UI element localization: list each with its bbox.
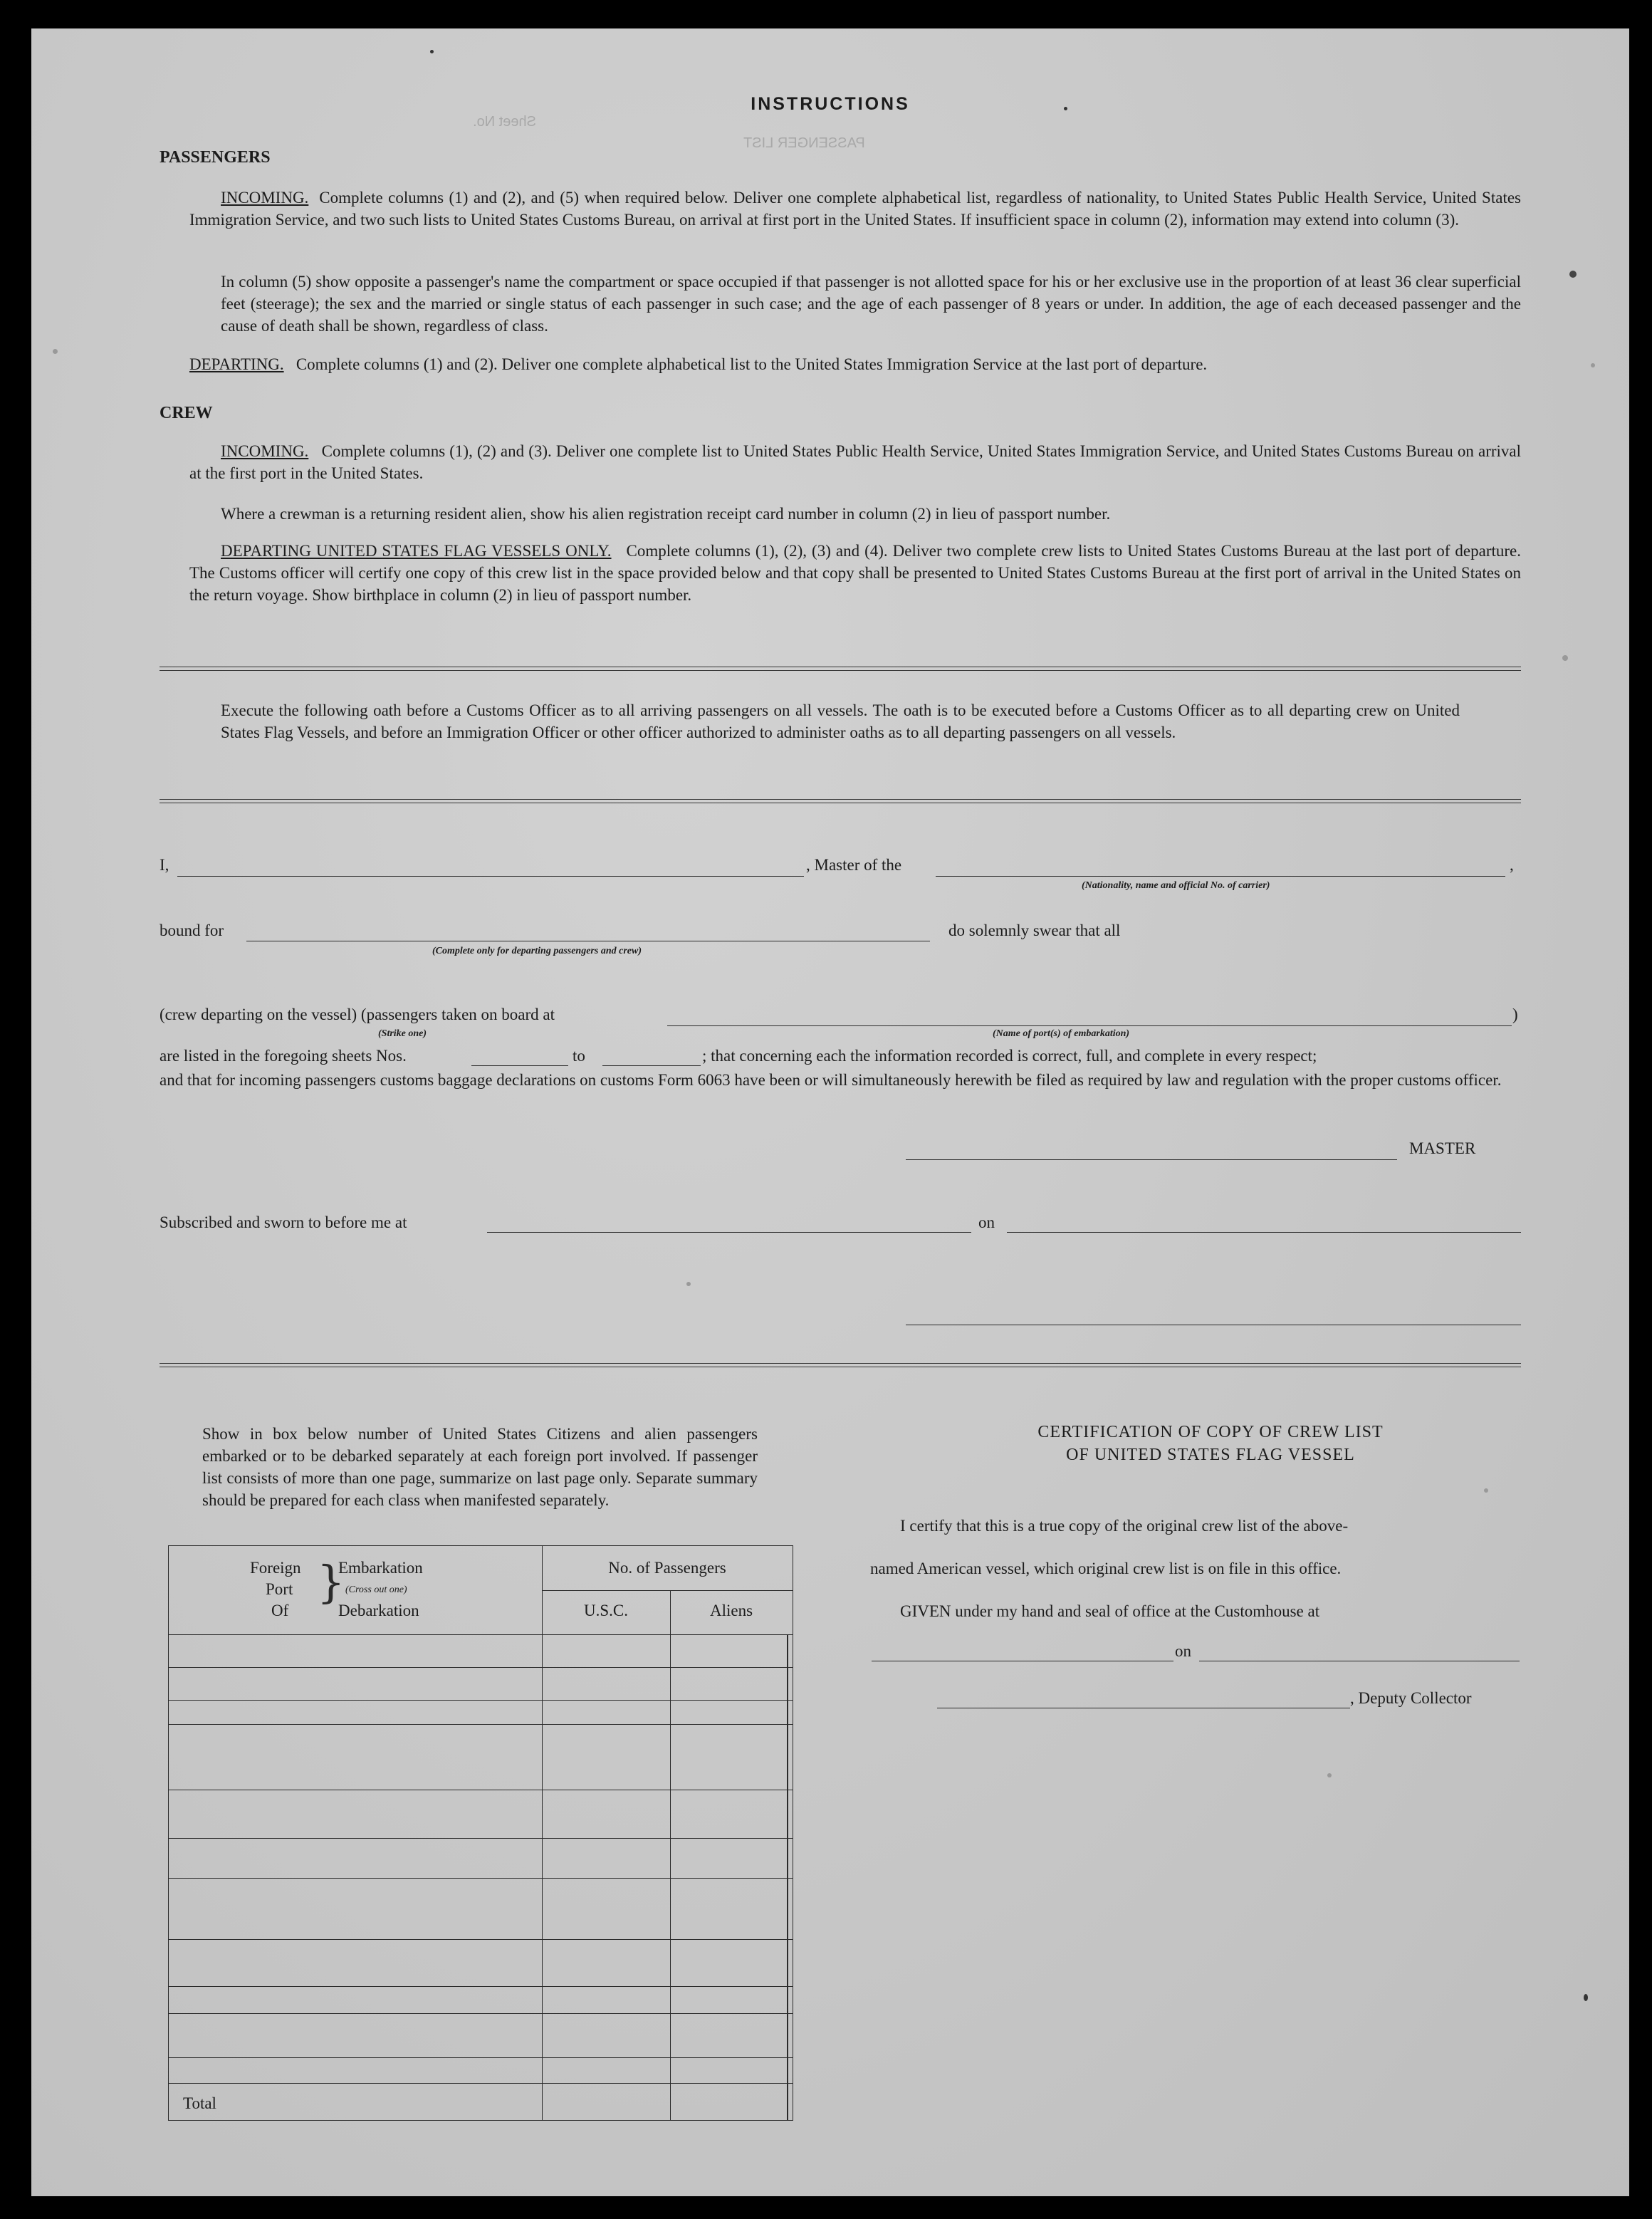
table-row-line [169, 1700, 793, 1701]
passengers-departing-label: DEPARTING. [189, 355, 284, 373]
col-debarkation: Debarkation [338, 1602, 419, 1619]
passengers-departing-paragraph [189, 353, 1521, 375]
col-no-passengers: No. of Passengers [608, 1559, 726, 1577]
page-title: INSTRUCTIONS [751, 94, 910, 114]
scan-speck [686, 1282, 691, 1286]
divider-oath [160, 799, 1521, 803]
table-row-line [169, 1939, 793, 1940]
certification-on-label: on [1175, 1642, 1191, 1660]
oath-instruction: Execute the following oath before a Customs Officer as to all arriving passengers on all vessels. The oath is to be executed before a Customs Officer as to all departing crew on United States Flag Vessels, and before an Immigration Officer or other officer authorized to administer oaths as to all departing passengers on all vessels. [221, 701, 1460, 741]
table-vline-3 [787, 1634, 788, 2120]
divider-bottom [160, 1363, 1521, 1367]
table-vline-2 [670, 1590, 671, 2120]
subscribed-place-field[interactable] [487, 1232, 971, 1233]
scan-speck [1584, 1994, 1588, 2001]
strike-caption: (Strike one) [378, 1028, 427, 1039]
table-row-line [169, 2013, 793, 2014]
form-page [31, 28, 1629, 2196]
scan-speck [1064, 107, 1067, 110]
table-header-line [169, 1634, 793, 1635]
scan-speck [1562, 655, 1568, 661]
passengers-incoming-label: INCOMING. [221, 189, 309, 207]
crew-incoming-paragraph [189, 440, 1521, 484]
subscribed-on-label: on [978, 1213, 995, 1231]
col-of: Of [271, 1602, 289, 1619]
table-row-line [169, 1667, 793, 1668]
crew-incoming-text: Complete columns (1), (2) and (3). Deliver one complete list to United States Public Health Service, United States Immigration Service, and United States Customs Bureau on arrival at the first port in the United States. [189, 442, 1522, 482]
crew-departing-text: Complete columns (1), (2), (3) and (4). Deliver two complete crew lists to United States Customs Bureau at the last port of departure. The Customs officer will certify one copy of this crew list in the space provided below and that copy shall be presented to United States Customs Bureau at the first port of arrival in the United States on the return voyage. Show birthplace in column (2) in lieu of passport number. [189, 542, 1522, 604]
certification-title-1: CERTIFICATION OF COPY OF CREW LIST [1037, 1423, 1384, 1441]
scan-speck [1591, 363, 1595, 367]
summary-instruction: Show in box below number of United States Citizens and alien passengers embarked or to be debarked separately at each foreign port involved. If passenger list consists of more than one page, summarize on last page only. Separate summary should be prepared for each class when manifested separately. [202, 1425, 758, 1509]
passengers-column5-paragraph: In column (5) show opposite a passenger's name the compartment or space occupied if that passenger is not allotted space for his or her exclusive use in the proportion of at least 36 clear superficial feet (steerage); the sex and the married or single status of each passenger in such case; and the age of each passenger of 8 years or under. In addition, the age of each deceased passenger and the cause of death shall be shown, regardless of class. [221, 273, 1521, 335]
passengers-incoming-paragraph [189, 187, 1521, 231]
master-label: MASTER [1409, 1139, 1476, 1157]
table-row-line [169, 1878, 793, 1879]
master-name-field[interactable] [177, 876, 804, 877]
crew-departing-label: DEPARTING UNITED STATES FLAG VESSELS ONLY. [221, 542, 612, 560]
crew-heading: CREW [160, 404, 213, 422]
sheet-to-field[interactable] [602, 1065, 701, 1066]
divider-top [160, 667, 1521, 671]
col-aliens: Aliens [709, 1602, 753, 1619]
subscribed-date-field[interactable] [1007, 1232, 1521, 1233]
certify-line-2: named American vessel, which original crew list is on file in this office. [870, 1560, 1342, 1577]
table-vline-1 [542, 1546, 543, 2120]
subscribed-label: Subscribed and sworn to before me at [160, 1213, 407, 1231]
scan-speck [1569, 271, 1577, 278]
deputy-collector-label: , Deputy Collector [1350, 1689, 1472, 1707]
total-label: Total [183, 2094, 216, 2112]
col-embarkation: Embarkation [338, 1559, 423, 1577]
table-header-split [542, 1590, 793, 1591]
crew-line-label: (crew departing on the vessel) (passengers taken on board at [160, 1006, 555, 1023]
carrier-field[interactable] [936, 876, 1505, 877]
brace-glyph: } [317, 1556, 345, 1608]
certification-title-2: OF UNITED STATES FLAG VESSEL [1066, 1446, 1355, 1464]
passengers-incoming-text: Complete columns (1) and (2), and (5) when required below. Deliver one complete alphabetical list, regardless of nationality, to United States Public Health Service, United States Immigration Service, and two such lists to United States Customs Bureau, on arrival at first port in the United States. If insufficient space in column (2), information may extend into column (3). [189, 189, 1521, 229]
crew-incoming-label: INCOMING. [221, 442, 309, 460]
master-of-label: , Master of the [806, 856, 902, 874]
given-line: GIVEN under my hand and seal of office at the Customhouse at [900, 1602, 1320, 1620]
bleed-through-passenger-list: PASSENGER LIST [743, 135, 865, 151]
ports-field[interactable] [667, 1025, 1512, 1026]
bleed-through-sheet-no: Sheet No. [473, 114, 536, 130]
close-paren: ) [1512, 1006, 1518, 1023]
crew-resident-paragraph: Where a crewman is a returning resident alien, show his alien registration receipt card number in column (2) in lieu of passport number. [221, 505, 1111, 523]
to-label: to [573, 1047, 585, 1065]
table-row-line [169, 2057, 793, 2058]
col-foreign: Foreign [250, 1559, 301, 1577]
bound-caption: (Complete only for departing passengers and crew) [432, 946, 642, 956]
certify-line-1: I certify that this is a true copy of the original crew list of the above- [900, 1517, 1349, 1535]
scan-speck [1327, 1773, 1332, 1777]
table-row-line [169, 1724, 793, 1725]
carrier-caption: (Nationality, name and official No. of carrier) [1082, 880, 1270, 891]
master-signature-field[interactable] [906, 1159, 1397, 1160]
col-cross-out: (Cross out one) [345, 1584, 407, 1595]
sheets-rest-text: ; that concerning each the information recorded is correct, full, and complete in every respect; [702, 1047, 1317, 1065]
swear-label: do solemnly swear that all [948, 921, 1121, 939]
crew-departing-paragraph [189, 540, 1521, 606]
col-usc: U.S.C. [584, 1602, 628, 1619]
bound-for-label: bound for [160, 921, 224, 939]
oath-comma: , [1510, 856, 1514, 874]
sheets-label: are listed in the foregoing sheets Nos. [160, 1047, 407, 1065]
table-total-line [169, 2083, 793, 2084]
scan-speck [1484, 1488, 1488, 1493]
oath-i-label: I, [160, 856, 169, 874]
summary-table [168, 1545, 793, 2121]
passengers-heading: PASSENGERS [160, 148, 271, 167]
sheet-from-field[interactable] [471, 1065, 568, 1066]
table-row-line [169, 1986, 793, 1987]
col-port: Port [266, 1580, 293, 1598]
baggage-text: and that for incoming passengers customs baggage declarations on customs Form 6063 have been or will simultaneously herewith be filed as required by law and regulation with the proper customs officer. [160, 1071, 1502, 1089]
scan-speck [53, 349, 58, 354]
scan-speck [430, 50, 434, 53]
table-row-line [169, 1838, 793, 1839]
ports-caption: (Name of port(s) of embarkation) [993, 1028, 1130, 1039]
passengers-departing-text: Complete columns (1) and (2). Deliver one complete alphabetical list to the United States Immigration Service at the last port of departure. [296, 355, 1208, 373]
